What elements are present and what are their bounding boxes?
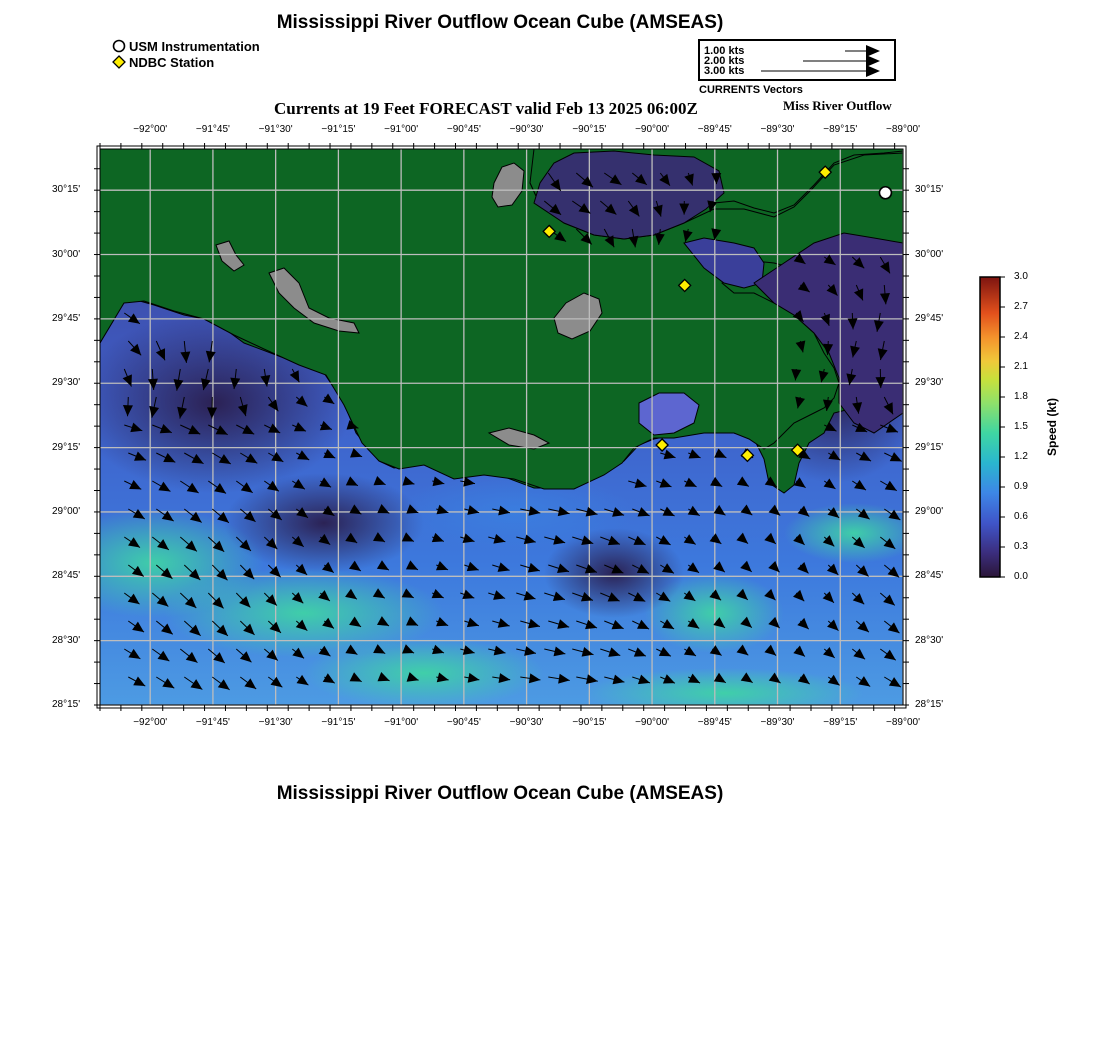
lat-tick-left: 29°15' bbox=[52, 441, 81, 453]
lon-tick-top: −91°15' bbox=[321, 124, 356, 135]
lon-tick-top: −91°45' bbox=[195, 124, 230, 135]
lon-tick-top: −89°30' bbox=[760, 124, 795, 135]
lon-tick-top: −92°00' bbox=[133, 124, 168, 135]
lat-tick-right: 30°00' bbox=[915, 248, 944, 260]
colorbar-label: 0.6 bbox=[1014, 511, 1028, 522]
lon-tick-top: −89°15' bbox=[823, 124, 858, 135]
lon-tick-bottom: −90°15' bbox=[572, 717, 607, 728]
map-title: Mississippi River Outflow Ocean Cube (AMSEAS) bbox=[276, 12, 724, 33]
lat-tick-right: 29°45' bbox=[915, 312, 944, 324]
lon-tick-bottom: −91°30' bbox=[258, 717, 293, 728]
lat-tick-left: 29°45' bbox=[52, 312, 81, 324]
vector-row-2: 2.00 kts bbox=[704, 55, 745, 67]
lon-tick-bottom: −89°45' bbox=[697, 717, 732, 728]
lat-tick-left: 28°15' bbox=[52, 699, 81, 710]
forecast-subtitle: Currents at 19 Feet FORECAST valid Feb 13 2025 06:00Z bbox=[274, 99, 698, 118]
station-legend bbox=[111, 38, 260, 70]
legend-usm bbox=[111, 38, 260, 54]
usm-station-marker bbox=[879, 187, 891, 199]
lon-tick-bottom: −92°00' bbox=[133, 717, 168, 728]
lon-tick-bottom: −89°00' bbox=[886, 717, 920, 728]
colorbar-title: Speed (kt) bbox=[1045, 398, 1059, 457]
lat-tick-right: 29°30' bbox=[915, 377, 944, 389]
vector-legend bbox=[698, 39, 896, 81]
lat-tick-right: 28°45' bbox=[915, 570, 944, 582]
lon-tick-bottom: −89°30' bbox=[760, 717, 795, 728]
vector-row-3: 3.00 kts bbox=[704, 65, 745, 77]
lon-tick-top: −90°45' bbox=[446, 124, 481, 135]
colorbar-label: 2.1 bbox=[1014, 361, 1028, 372]
lat-tick-left: 28°45' bbox=[52, 570, 81, 582]
lat-tick-left: 30°00' bbox=[52, 248, 81, 260]
colorbar-label: 3.0 bbox=[1014, 271, 1028, 282]
vector-legend-caption: CURRENTS Vectors bbox=[699, 84, 803, 96]
region-label: Miss River Outflow bbox=[783, 98, 892, 113]
lat-tick-left: 30°15' bbox=[52, 184, 81, 196]
lon-tick-top: −90°15' bbox=[572, 124, 607, 135]
colorbar-label: 1.5 bbox=[1014, 421, 1028, 432]
colorbar-label: 1.8 bbox=[1014, 391, 1028, 402]
lon-tick-bottom: −91°15' bbox=[321, 717, 356, 728]
lon-tick-top: −91°00' bbox=[384, 124, 419, 135]
lon-tick-bottom: −91°00' bbox=[384, 717, 419, 728]
usm-marker-icon bbox=[111, 39, 127, 53]
colorbar-label: 1.2 bbox=[1014, 451, 1028, 462]
lon-tick-bottom: −91°45' bbox=[195, 717, 230, 728]
colorbar-ramp bbox=[978, 275, 1008, 579]
lat-tick-left: 28°30' bbox=[52, 634, 81, 646]
second-map-title: Mississippi River Outflow Ocean Cube (AMSEAS) bbox=[276, 783, 724, 804]
colorbar-label: 0.3 bbox=[1014, 541, 1028, 552]
legend-ndbc bbox=[111, 54, 260, 70]
lon-tick-top: −91°30' bbox=[258, 124, 293, 135]
lon-tick-bottom: −89°15' bbox=[823, 717, 858, 728]
lon-tick-top: −89°45' bbox=[697, 124, 732, 135]
colorbar bbox=[978, 275, 1008, 584]
legend-ndbc-label: NDBC Station bbox=[129, 54, 215, 70]
lat-tick-right: 28°15' bbox=[915, 699, 944, 710]
lon-tick-top: −89°00' bbox=[886, 124, 920, 135]
colorbar-label: 2.7 bbox=[1014, 301, 1028, 312]
lon-tick-top: −90°00' bbox=[635, 124, 670, 135]
lat-tick-left: 29°30' bbox=[52, 377, 81, 389]
legend-usm-label: USM Instrumentation bbox=[129, 38, 260, 54]
ndbc-marker-icon bbox=[111, 55, 127, 69]
lat-tick-left: 29°00' bbox=[52, 505, 81, 517]
lat-tick-right: 29°00' bbox=[915, 505, 944, 517]
lat-tick-right: 29°15' bbox=[915, 441, 944, 453]
lon-tick-bottom: −90°00' bbox=[635, 717, 670, 728]
vector-legend-arrows bbox=[700, 41, 894, 79]
colorbar-label: 0.9 bbox=[1014, 481, 1028, 492]
colorbar-label: 2.4 bbox=[1014, 331, 1028, 342]
vector-row-1: 1.00 kts bbox=[704, 45, 745, 57]
lon-tick-bottom: −90°45' bbox=[446, 717, 481, 728]
current-map bbox=[94, 143, 909, 711]
colorbar-label: 0.0 bbox=[1014, 571, 1028, 582]
lat-tick-right: 28°30' bbox=[915, 634, 944, 646]
lon-tick-bottom: −90°30' bbox=[509, 717, 544, 728]
lat-tick-right: 30°15' bbox=[915, 184, 944, 196]
lon-tick-top: −90°30' bbox=[509, 124, 544, 135]
